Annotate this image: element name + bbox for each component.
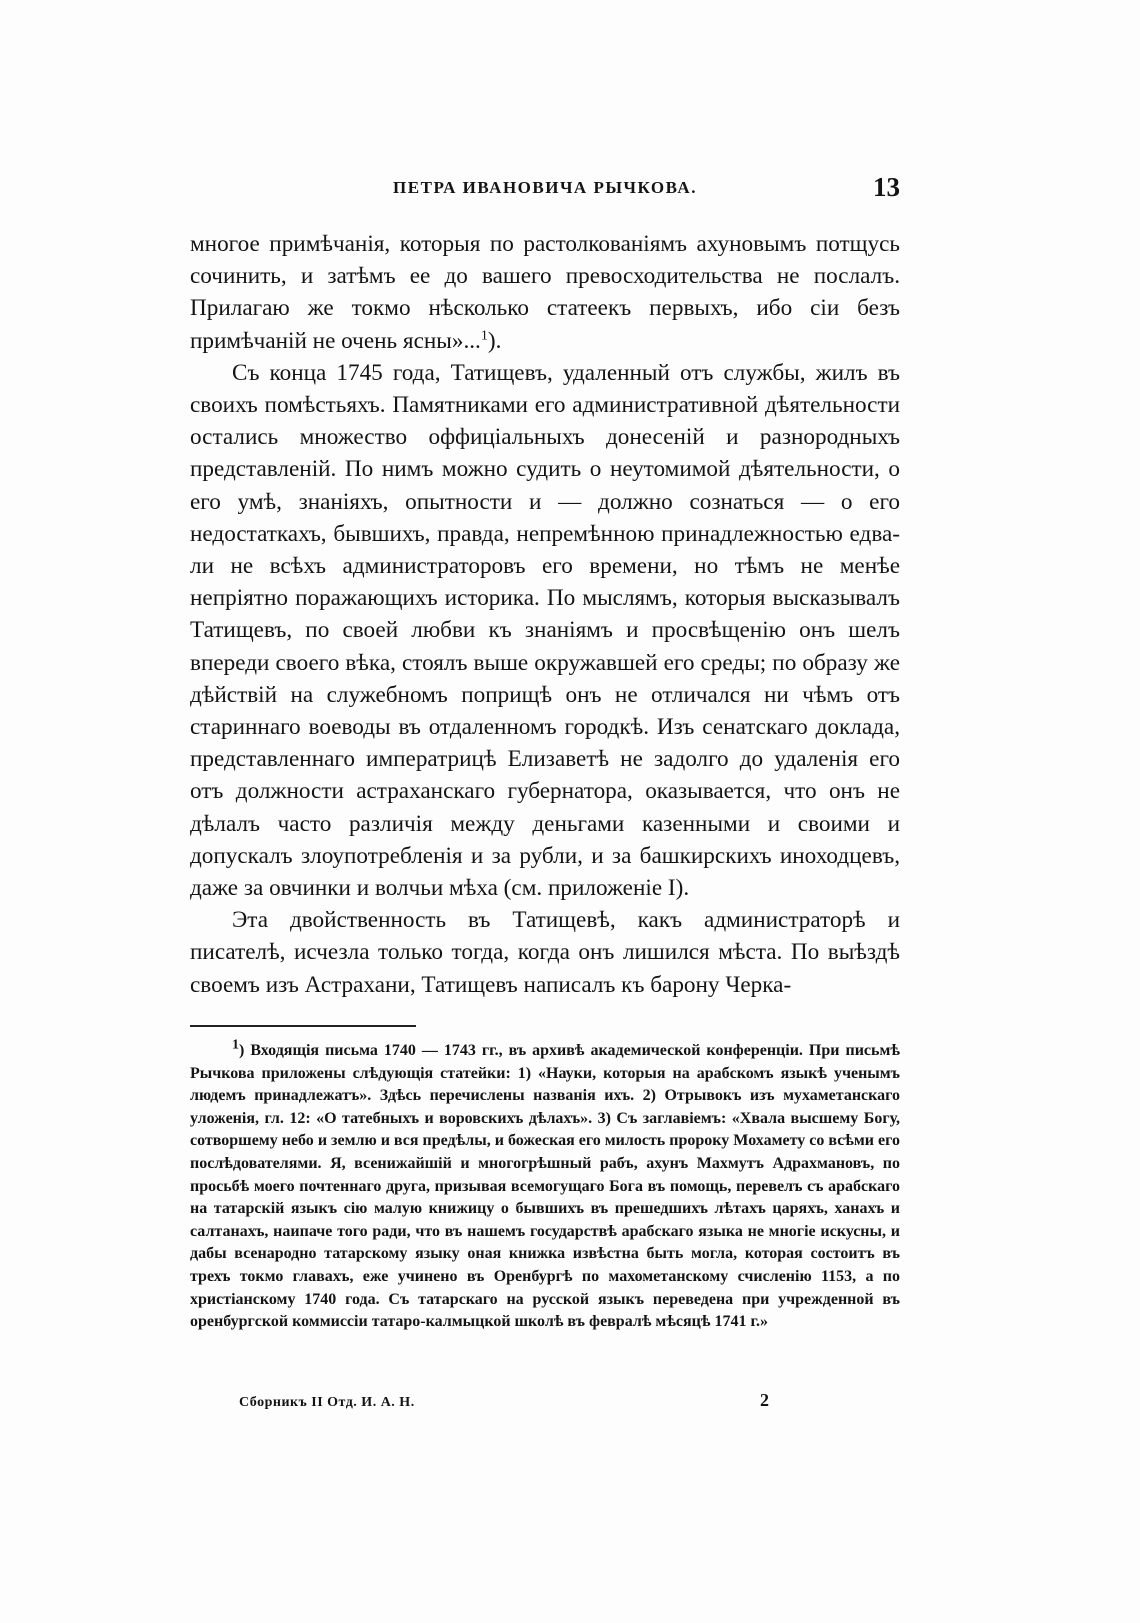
- paragraph-1: [190, 228, 900, 357]
- sheet-number: 2: [760, 1390, 769, 1410]
- paragraph-1-end: ).: [487, 327, 502, 354]
- main-text: [190, 228, 900, 1001]
- signature-line: Сборникъ II Отд. И. А. Н.: [239, 1395, 415, 1410]
- footnote: [190, 1037, 900, 1334]
- page-number: 13: [873, 172, 900, 202]
- page-header: [190, 172, 900, 212]
- paragraph-3: Эта двойственность въ Татищевѣ, какъ администраторѣ и писателѣ, исчезла только тогда, когда онъ лишился мѣста. По выѣздѣ своемъ изъ Астрахани, Татищевъ написалъ къ барону Черка-: [190, 907, 900, 998]
- footnote-divider: [190, 1025, 416, 1027]
- footnote-text: ) Входящія письма 1740 — 1743 гг., въ архивѣ академической конференціи. При письмѣ Рычкова приложены слѣдующія статейки: 1) «Науки, которыя на арабскомъ языкѣ ученымъ людемъ принадлежатъ». Здѣсь перечислены названія ихъ. 2) Отрывокъ изъ мухаметанскаго уложенія, гл. 12: «О татебныхъ и воровскихъ дѣлахъ». 3) Съ заглавіемъ: «Хвала высшему Богу, сотворшему небо и землю и вся предѣлы, и божеская его милость пророку Мохамету со всѣми его послѣдователями. Я, всенижайшій и многогрѣшный рабъ, ахунъ Махмутъ Адрахмановъ, по просьбѣ моего почтеннаго друга, призывая всемогущаго Бога въ помощь, перевелъ съ арабскаго на татарскій языкъ сію малую книжицу о бывшихъ въ прешедшихъ лѣтахъ царяхъ, ханахъ и салтанахъ, наипаче того ради, что въ нашемъ государствѣ арабскаго языка не многіе искусны, и дабы всенародно татарскому языку оная книжка извѣстна быть могла, которая состоитъ въ трехъ токмо главахъ, еже учинено въ Оренбургѣ по махометанскому счисленію 1153, а по христіанскому 1740 года. Съ татарскаго на русской языкъ переведена при учрежденной въ оренбургской коммиссіи татаро-калмыцкой школѣ въ февралѣ мѣсяцѣ 1741 г.»: [190, 1042, 900, 1331]
- footnote-reference: 1: [480, 327, 488, 343]
- paragraph-1-text: многое примѣчанія, которыя по растолкованіямъ ахуновымъ потщусь сочинить, и затѣмъ ее до вашего превосходительства не послалъ. Прилагаю же токмо нѣсколько статеекъ первыхъ, ибо сіи безъ примѣчаній не очень ясны»...: [190, 231, 900, 354]
- footnote-marker: 1: [232, 1037, 239, 1053]
- running-title: ПЕТРА ИВАНОВИЧА РЫЧКОВА.: [393, 178, 697, 197]
- paragraph-2: Съ конца 1745 года, Татищевъ, удаленный отъ службы, жилъ въ своихъ помѣстьяхъ. Памятниками его административной дѣятельности остались множество оффиціальныхъ донесеній и разнородныхъ представленій. По нимъ можно судить о неутомимой дѣятельности, о его умѣ, знаніяхъ, опытности и — должно сознаться — о его недостаткахъ, бывшихъ, правда, непремѣнною принадлежностью едва-ли не всѣхъ администраторовъ его времени, но тѣмъ не менѣе непріятно поражающихъ историка. По мыслямъ, которыя высказывалъ Татищевъ, по своей любви къ знаніямъ и просвѣщенію онъ шелъ впереди своего вѣка, стоялъ выше окружавшей его среды; по образу же дѣйствій на служебномъ поприщѣ онъ не отличался ни чѣмъ отъ стариннаго воеводы въ отдаленномъ городкѣ. Изъ сенатскаго доклада, представленнаго императрицѣ Елизаветѣ не задолго до удаленія его отъ должности астраханскаго губернатора, оказывается, что онъ не дѣлалъ часто различія между деньгами казенными и своими и допускалъ злоупотребленія и за рубли, и за башкирскихъ иноходцевъ, даже за овчинки и волчьи мѣха (см. приложеніе I).: [190, 359, 900, 902]
